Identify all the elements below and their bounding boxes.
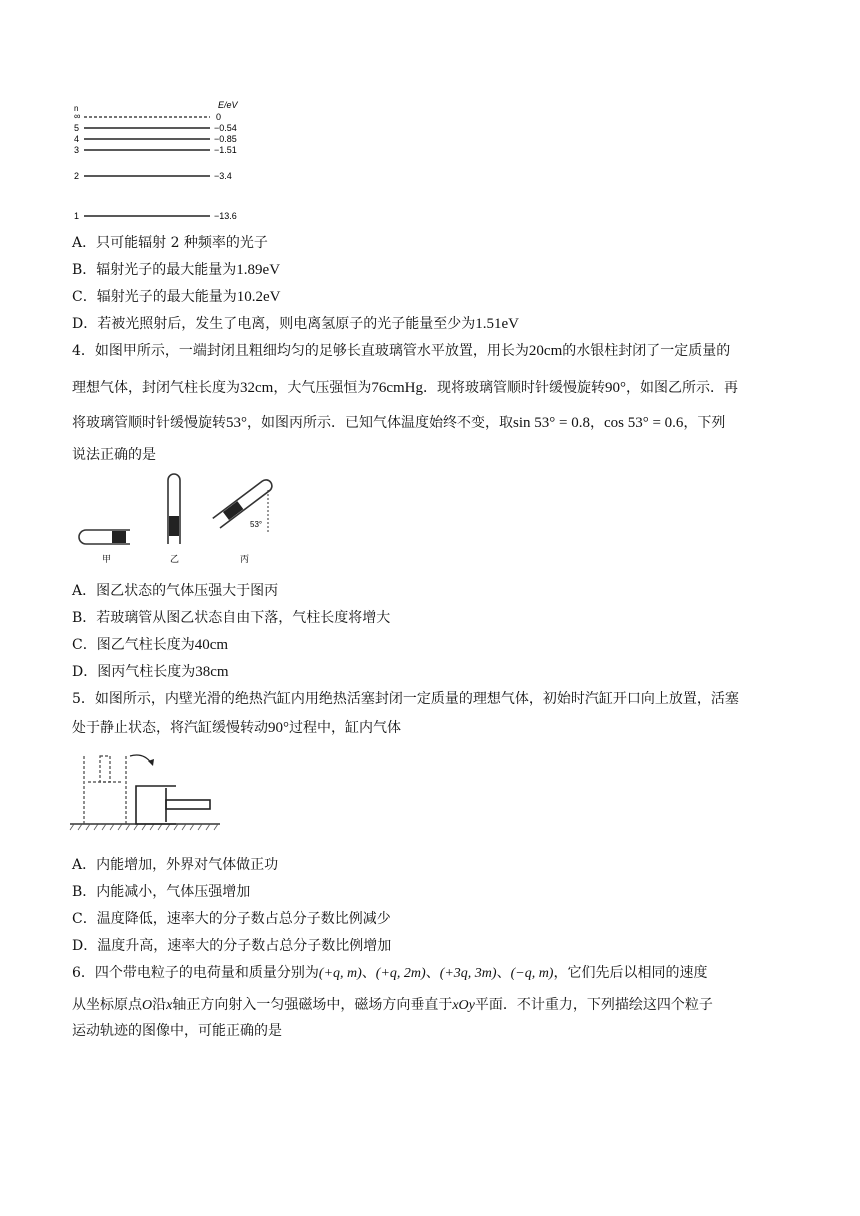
option-letter: A． [72,857,97,873]
ground-hatch [70,824,218,830]
level-n-1: 1 [74,211,80,221]
level-n-4: 4 [74,134,80,144]
option-letter: A． [72,583,97,599]
stem-math: (+q, m) [318,966,362,981]
option-letter: D． [72,316,98,332]
q4-option-b [72,609,390,627]
stem-math: (+3q, 3m) [439,966,497,981]
q4-option-d [72,663,229,681]
stem-math: 53° [226,415,247,431]
stem-math: 90° [605,380,626,396]
stem-text: 运动轨迹的图像中，可能正确的是 [72,1023,282,1039]
option-letter: B． [72,262,97,278]
stem-text: 将玻璃管顺时针缓慢旋转 [72,415,226,431]
stem-text: 的水银柱封闭了一定质量的 [562,343,731,359]
q4-stem-line-1 [72,342,730,360]
option-letter: B． [72,610,97,626]
option-value: 10.2eV [236,289,281,305]
cylinder-horizontal [136,786,210,824]
stem-math: cos 53° = 0.6 [603,415,684,431]
stem-text: 6．四个带电粒子的电荷量和质量分别为 [72,965,319,981]
stem-math: O [142,998,153,1013]
stem-math: sin 53° = 0.8 [513,415,590,431]
stem-text: 、 [425,965,440,981]
angle-label: 53° [250,520,263,529]
q5-stem-line-1 [72,690,739,708]
q4-stem-line-3 [72,414,725,432]
option-letter: A． [72,235,97,251]
stem-text: ，如图乙所示．再 [626,380,738,396]
q4-stem-line-2 [72,379,738,397]
level-n-5: 5 [74,123,80,133]
stem-text: 、 [496,965,511,981]
tube-jia [79,530,130,544]
stem-text: 5．如图所示，内壁光滑的绝热汽缸内用绝热活塞封闭一定质量的理想气体，初始时汽缸开口向上放置，活塞 [72,691,739,707]
tube-yi [168,474,180,544]
option-value: 38cm [195,664,229,680]
stem-text: 理想气体，封闭气柱长度为 [72,380,240,396]
option-text: 辐射光子的最大能量为 [96,262,237,278]
mercury-column [169,516,179,536]
level-energy-5: −0.54 [214,123,237,133]
q5-option-b [72,883,250,901]
stem-text: 从坐标原点 [72,997,142,1013]
stem-text: ，它们先后以相同的速度 [553,965,708,981]
option-value: 1.89eV [236,262,281,278]
option-letter: B． [72,884,97,900]
cylinder-figure [70,746,220,838]
inf-label: ∞ [74,111,81,121]
stem-text: 过程中，缸内气体 [289,720,401,736]
q5-stem-line-2 [72,719,401,737]
stem-text: ．现将玻璃管顺时针缓慢旋转 [423,380,605,396]
stem-math: 32cm [240,380,274,396]
option-value: 40cm [194,637,229,653]
q6-stem-line-2 [72,996,713,1015]
level-energy-3: −1.51 [214,145,237,155]
option-text: 温度升高，速率大的分子数占总分子数比例增加 [97,938,392,954]
q4-option-a [72,582,278,600]
option-text: 图乙气柱长度为 [96,637,195,653]
stem-text: ，下列 [683,415,726,431]
option-letter: C． [72,289,97,305]
option-text: 只可能辐射 2 种频率的光子 [96,235,268,251]
cylinder-upright [84,756,126,824]
level-energy-2: −3.4 [214,171,232,181]
stem-math: 76cmHg [371,380,423,396]
stem-text: 沿 [152,997,167,1013]
label-jia: 甲 [102,554,112,564]
n-label: n [74,104,79,113]
level-n-3: 3 [74,145,80,155]
stem-text: 轴正方向射入一匀强磁场中，磁场方向垂直于 [172,997,453,1013]
option-text: 若玻璃管从图乙状态自由下落，气柱长度将增大 [96,610,391,626]
option-text: 辐射光子的最大能量为 [96,289,237,305]
q4-option-c [72,636,228,654]
stem-text: 4．如图甲所示，一端封闭且粗细均匀的足够长直玻璃管水平放置，用长为 [72,343,529,359]
stem-text: 处于静止状态，将汽缸缓慢转动 [72,720,268,736]
mercury-column [112,531,126,543]
stem-text: ，如图丙所示．已知气体温度始终不变，取 [247,415,513,431]
stem-math: x [166,998,173,1013]
q3-option-a [72,234,268,252]
level-n-2: 2 [74,171,80,181]
q5-option-a [72,856,278,874]
stem-text: ， [589,415,604,431]
q4-stem-line-4 [72,446,156,464]
level-energy-inf: 0 [216,112,222,122]
option-letter: D． [72,664,98,680]
rotation-arrow [130,755,152,764]
q6-stem-line-1 [72,964,707,983]
level-energy-4: −0.85 [214,134,237,144]
energy-level-diagram [70,98,250,224]
option-text: 内能减小，气体压强增加 [96,884,251,900]
level-energy-1: −13.6 [214,211,237,221]
q6-stem-line-3 [72,1022,282,1040]
stem-math: (−q, m) [510,966,554,981]
option-letter: C． [72,637,97,653]
label-bing: 丙 [240,554,250,564]
q3-option-d [72,315,519,333]
option-text: 图乙状态的气体压强大于图丙 [96,583,279,599]
q3-option-c [72,288,280,306]
stem-text: 、 [361,965,376,981]
option-text: 内能增加，外界对气体做正功 [96,857,279,873]
tube-bing [213,477,275,528]
stem-math: (+q, 2m) [375,966,426,981]
stem-math: xOy [452,998,475,1013]
q5-option-c [72,910,391,928]
axis-label: E/eV [218,100,238,110]
option-text: 温度降低，速率大的分子数占总分子数比例减少 [96,911,391,927]
stem-math: 20cm [528,343,563,359]
option-text: 若被光照射后，发生了电离，则电离氢原子的光子能量至少为 [97,316,476,332]
glass-tube-figure [70,470,286,570]
stem-math: 90° [268,720,289,736]
option-letter: C． [72,911,97,927]
stem-text: 说法正确的是 [72,447,156,463]
label-yi: 乙 [170,554,180,564]
stem-text: 平面．不计重力，下列描绘这四个粒子 [474,997,713,1013]
q3-option-b [72,261,280,279]
option-letter: D． [72,938,98,954]
option-value: 1.51eV [475,316,519,332]
q5-option-d [72,937,391,955]
option-text: 图丙气柱长度为 [97,664,196,680]
stem-text: ，大气压强恒为 [273,380,372,396]
